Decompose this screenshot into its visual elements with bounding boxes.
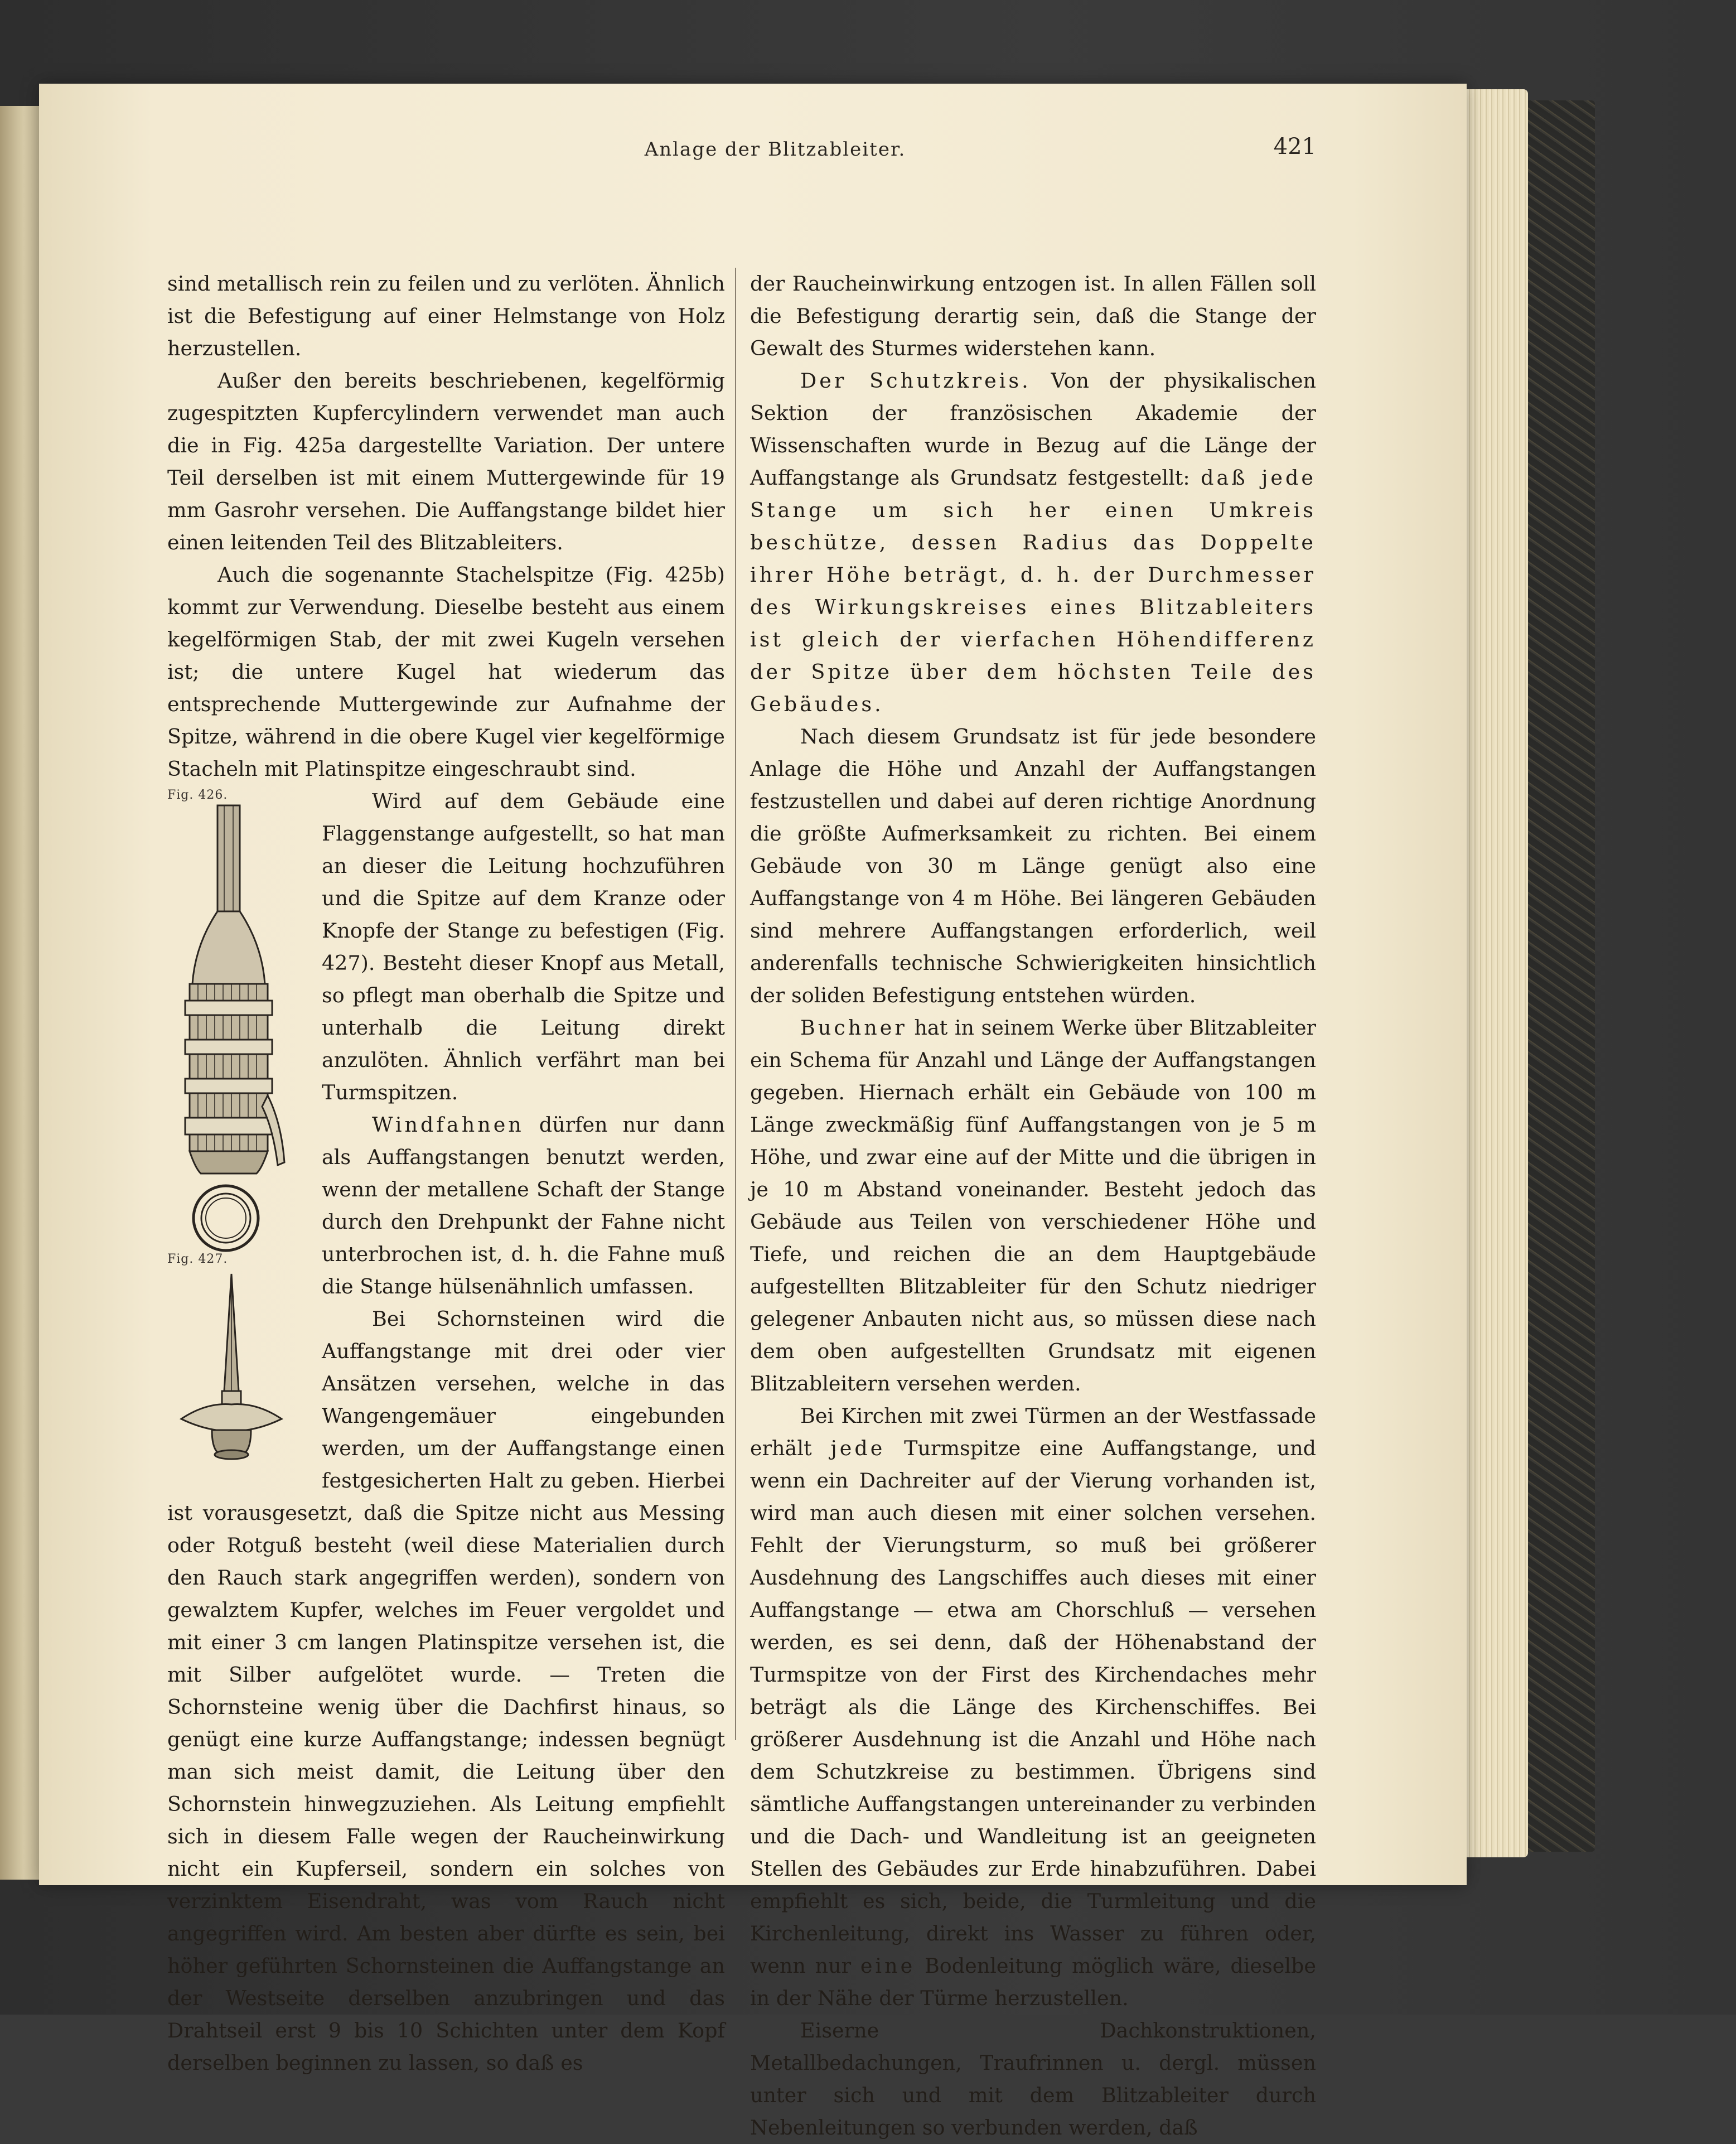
section-heading-inline: Der Schutzkreis. bbox=[800, 369, 1031, 393]
paragraph: Auch die sogenannte Stachelspitze (Fig. 425b) kommt zur Verwendung. Dieselbe besteht aus einem kegelförmigen Stab, der mit zwei Kugeln versehen ist; die untere Kugel hat wiederum das entsprechende Muttergewinde zur Aufnahme der Spitze, während in die obere Kugel vier kegelförmige Stacheln mit Platinspitze eingeschraubt sind. bbox=[167, 563, 725, 781]
paragraph-text: dürfen nur dann als Auffangstangen benutzt werden, wenn der metallene Schaft der Stange durch den Drehpunkt der Fahne nicht unterbrochen ist, d. h. die Fahne muß die Stange hülsenähnlich umfassen. bbox=[322, 1113, 725, 1298]
figure-427-caption: Fig. 427. bbox=[167, 1252, 228, 1266]
right-column bbox=[750, 268, 1316, 2144]
column-divider bbox=[735, 268, 736, 1740]
page-number: 421 bbox=[1273, 134, 1316, 160]
paragraph: Außer den bereits beschriebenen, kegelförmig zugespitzten Kupfercylindern verwendet man auch die in Fig. 425a dargestellte Variation. Der untere Teil derselben ist mit einem Muttergewinde für 19 mm Gasrohr versehen. Die Auffangstange bildet hier einen leitenden Teil des Blitzableiters. bbox=[167, 369, 725, 554]
figure-427-illustration bbox=[173, 1268, 290, 1469]
figure-426-caption: Fig. 426. bbox=[167, 788, 228, 802]
paragraph-text: hat in seinem Werke über Blitzableiter ein Schema für Anzahl und Länge der Auffangstangen gegeben. Hiernach erhält ein Gebäude von 100 m Länge zweckmäßig fünf Auffangstangen von je 5 m Höhe, und zwar eine auf der Mitte und die übrigen in je 10 m Abstand voneinander. Besteht jedoch das Gebäude aus Teilen von verschiedener Höhe und Tiefe, und reichen die an dem Hauptgebäude aufgestellten Blitzableiter für den Schutz niedriger gelegener Anbauten nicht aus, so müssen diese nach dem oben aufgestellten Grundsatz mit eigenen Blitzableitern versehen werden. bbox=[750, 1016, 1316, 1395]
running-head: Anlage der Blitzableiter. bbox=[644, 138, 906, 161]
left-page-edge bbox=[0, 106, 39, 1880]
paragraph: Nach diesem Grundsatz ist für jede besondere Anlage die Höhe und Anzahl der Auffangstangen festzustellen und dabei auf deren richtige Anordnung die größte Aufmerksamkeit zu richten. Bei einem Gebäude von 30 m Länge genügt also eine Auffangstange von 4 m Höhe. Bei längeren Gebäuden sind mehrere Auffangstangen erforderlich, weil anderenfalls technische Schwierigkeiten hinsichtlich der soliden Befestigung entstehen würden. bbox=[750, 725, 1316, 1007]
emphasis-word: jede bbox=[830, 1436, 886, 1460]
paragraph: sind metallisch rein zu feilen und zu verlöten. Ähnlich ist die Befestigung auf einer Helmstange von Holz herzustellen. bbox=[167, 272, 725, 360]
figure-column bbox=[167, 788, 310, 1469]
paragraph-text: Bei Kirchen mit zwei Türmen an der Westfassade erhält bbox=[750, 1404, 1316, 1460]
paragraph-text: Bodenleitung möglich wäre, dieselbe in der Nähe der Türme herzustellen. bbox=[750, 1954, 1316, 2010]
emphasis-word: eine bbox=[860, 1954, 916, 1978]
paragraph bbox=[750, 1012, 1316, 1400]
paragraph: Wird auf dem Gebäude eine Flaggenstange aufgestellt, so hat man an dieser die Leitung hochzuführen und die Spitze auf dem Kranze oder Knopfe der Stange zu befestigen (Fig. 427). Besteht dieser Knopf aus Metall, so pflegt man oberhalb die Spitze und unterhalb die Leitung direkt anzulöten. Ähnlich verfährt man bei Turmspitzen. bbox=[322, 789, 725, 1104]
paragraph bbox=[750, 365, 1316, 721]
paragraph-text: Turmspitze eine Auffangstange, und wenn ein Dachreiter auf der Vierung vorhanden ist, wird man auch diesen mit einer solchen versehen. Fehlt der Vierungsturm, so muß bei größerer Ausdehnung des Langschiffes auch dieses mit einer Auffangstange — etwa am Chorschluß — versehen werden, es sei denn, daß der Höhenabstand der Turmspitze von der First des Kirchendaches mehr beträgt als die Länge des Kirchenschiffes. Bei größerer Ausdehnung ist die Anzahl und Höhe nach dem Schutzkreise zu bestimmen. Übrigens sind sämtliche Auffangstangen untereinander zu verbinden und die Dach- und Wandleitung ist an geeigneten Stellen des Gebäudes zur Erde hinabzuführen. Dabei empfiehlt es sich, beide, die Turmleitung und die Kirchenleitung, direkt ins Wasser zu führen oder, wenn nur bbox=[750, 1436, 1316, 1978]
left-column bbox=[167, 268, 725, 2079]
author-name: Buchner bbox=[800, 1016, 907, 1040]
paragraph: Bei Schornsteinen wird die Auffangstange mit drei oder vier Ansätzen versehen, welche in das Wangengemäuer eingebunden werden, um der Auffangstange einen festgesicherten Halt zu geben. Hierbei ist vorausgesetzt, daß die Spitze nicht aus Messing oder Rotguß besteht (weil diese Materialien durch den Rauch stark angegriffen werden), sondern von gewalztem Kupfer, welches im Feuer vergoldet und mit einer 3 cm langen Platinspitze versehen ist, die mit Silber aufgelötet wurde. — Treten die Schornsteine wenig über die Dachfirst hinaus, so genügt eine kurze Auffangstange; indessen begnügt man sich meist damit, die Leitung über den Schornstein hinwegzuziehen. Als Leitung empfiehlt sich in diesem Falle wegen der Raucheinwirkung nicht ein Kupferseil, sondern ein solches von verzinktem Eisendraht, was vom Rauch nicht angegriffen wird. Am besten aber dürfte es sein, bei höher geführten Schornsteinen die Auffangstange an der Westseite derselben anzubringen und das Drahtseil erst 9 bis 10 Schichten unter dem Kopf derselben beginnen zu lassen, so daß es bbox=[167, 1307, 725, 2075]
paragraph: Eiserne Dachkonstruktionen, Metallbedachungen, Traufrinnen u. dergl. müssen unter sich und mit dem Blitzableiter durch Nebenleitungen so verbunden werden, daß bbox=[750, 2019, 1316, 2140]
emphasis-text: daß jede Stange um sich her einen Umkreis beschütze, dessen Radius das Doppelte ihrer Höhe beträgt, d. h. der Durchmesser des Wirkungskreises eines Blitzableiters ist gleich der vierfachen Höhendifferenz der Spitze über dem höchsten Teile des Gebäudes. bbox=[750, 466, 1316, 716]
figure-426-illustration bbox=[173, 805, 284, 1252]
paragraph: der Raucheinwirkung entzogen ist. In allen Fällen soll die Befestigung derartig sein, daß die Stange der Gewalt des Sturmes widerstehen kann. bbox=[750, 272, 1316, 360]
emphasis-term: Windfahnen bbox=[372, 1113, 524, 1137]
paragraph-text: Von der physikalischen Sektion der französischen Akademie der Wissenschaften wurde in Bezug auf die Länge der Auffangstange als Grundsatz festgestellt: bbox=[750, 369, 1317, 490]
paragraph bbox=[750, 1400, 1316, 2015]
